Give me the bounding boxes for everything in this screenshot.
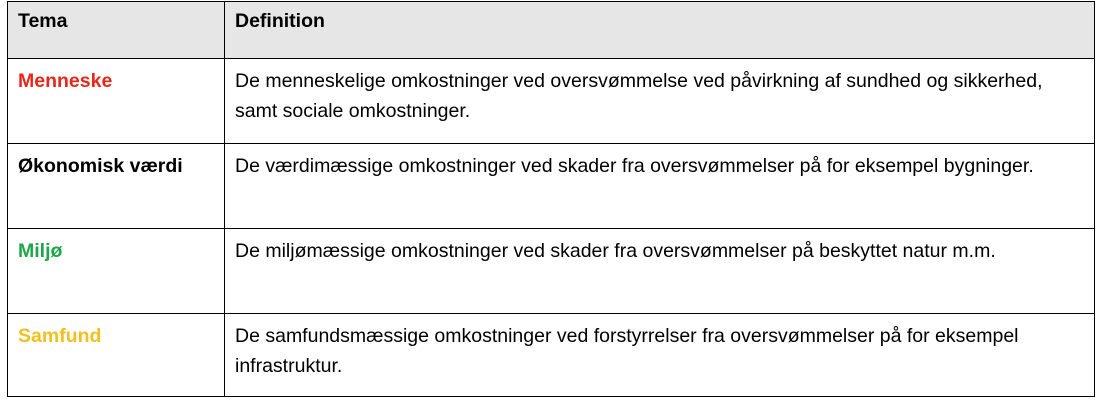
tema-cell [8,144,225,229]
table-row [8,229,1095,314]
definition-cell [225,229,1095,314]
tema-cell [8,314,225,397]
header-tema [8,2,225,59]
header-definition [225,2,1095,59]
definition-text: De miljømæssige omkostninger ved skader fra oversvømmelser på beskyttet natur m.m. [235,240,996,262]
tema-label-samfund: Samfund [18,325,102,347]
definition-table-container [7,1,1094,397]
definition-text: De menneskelige omkostninger ved oversvømmelse ved påvirkning af sundhed og sikkerhed, samt sociale omkostninger. [235,70,1043,122]
tema-label-menneske: Menneske [18,70,113,92]
definition-cell [225,144,1095,229]
table-row [8,59,1095,144]
definition-cell [225,314,1095,397]
tema-cell [8,59,225,144]
table-row [8,144,1095,229]
header-tema-label: Tema [18,10,68,32]
definition-text: De værdimæssige omkostninger ved skader fra oversvømmelser på for eksempel bygninger. [235,155,1034,177]
tema-label-okonomisk-vaerdi: Økonomisk værdi [18,155,183,177]
tema-cell [8,229,225,314]
definition-cell [225,59,1095,144]
table-row [8,314,1095,397]
table-header-row [8,2,1095,59]
tema-label-miljo: Miljø [18,240,63,262]
definition-table [7,1,1095,397]
header-definition-label: Definition [235,10,325,32]
definition-text: De samfundsmæssige omkostninger ved forstyrrelser fra oversvømmelser på for eksempel infrastruktur. [235,325,1019,377]
